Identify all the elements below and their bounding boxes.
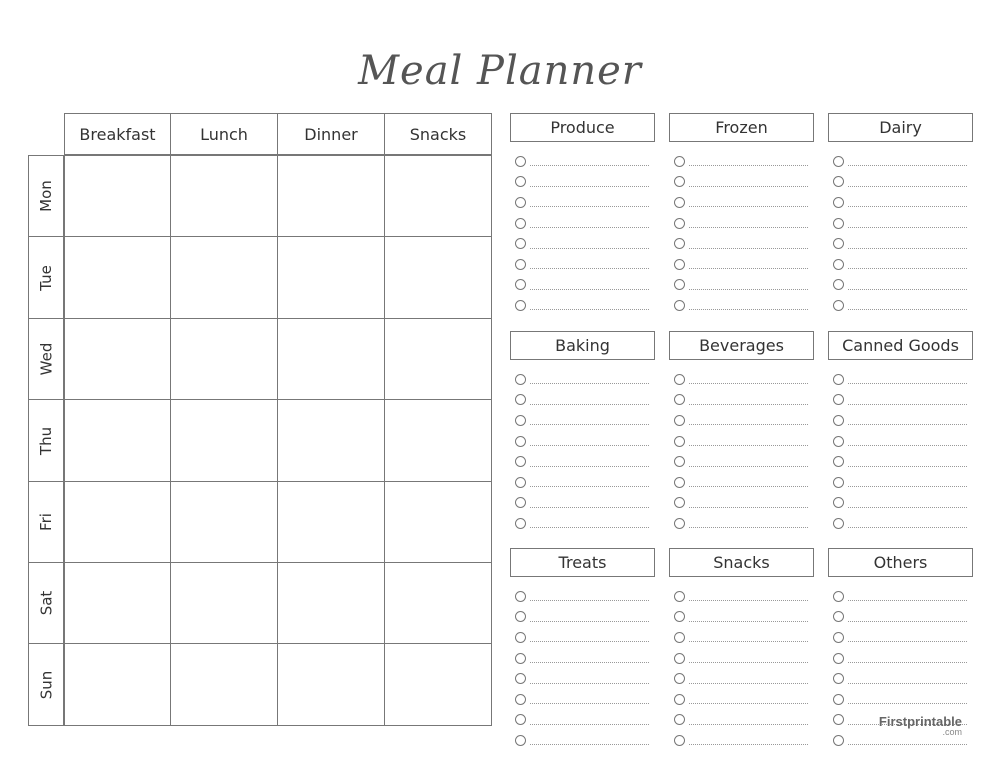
checkbox-circle-icon[interactable] [515, 279, 526, 290]
category-header: Treats [510, 548, 655, 577]
checkbox-circle-icon[interactable] [833, 653, 844, 664]
checkbox-circle-icon[interactable] [833, 456, 844, 467]
checklist-item [828, 233, 973, 254]
checkbox-circle-icon[interactable] [833, 477, 844, 488]
checkbox-circle-icon[interactable] [674, 259, 685, 270]
day-label: Wed [36, 342, 55, 376]
write-in-line[interactable] [848, 259, 967, 269]
checkbox-circle-icon[interactable] [674, 374, 685, 385]
category-header: Snacks [669, 548, 814, 577]
checklist-item [669, 431, 814, 452]
checkbox-circle-icon[interactable] [515, 632, 526, 643]
category-frozen [669, 113, 814, 316]
checkbox-circle-icon[interactable] [674, 694, 685, 705]
checkbox-circle-icon[interactable] [674, 632, 685, 643]
write-in-line[interactable] [848, 218, 967, 228]
checkbox-circle-icon[interactable] [674, 735, 685, 746]
checkbox-circle-icon[interactable] [833, 518, 844, 529]
checkbox-circle-icon[interactable] [674, 436, 685, 447]
checkbox-circle-icon[interactable] [833, 259, 844, 270]
checklist [669, 586, 814, 751]
write-in-line[interactable] [530, 653, 649, 663]
meal-cell[interactable] [64, 155, 171, 237]
day-label-cell [28, 236, 64, 319]
checkbox-circle-icon[interactable] [833, 394, 844, 405]
checklist-item [828, 172, 973, 193]
checklist-item [510, 607, 655, 628]
write-in-line[interactable] [689, 674, 808, 684]
write-in-line[interactable] [689, 374, 808, 384]
category-header: Produce [510, 113, 655, 142]
write-in-line[interactable] [848, 591, 967, 601]
checklist-item [510, 213, 655, 234]
write-in-line[interactable] [530, 715, 649, 725]
checkbox-circle-icon[interactable] [833, 197, 844, 208]
write-in-line[interactable] [689, 197, 808, 207]
checkbox-circle-icon[interactable] [515, 176, 526, 187]
checklist [510, 586, 655, 751]
meal-cell[interactable] [277, 236, 385, 319]
day-label-cell [28, 155, 64, 237]
meal-cell[interactable] [384, 236, 492, 319]
checklist-item [828, 586, 973, 607]
write-in-line[interactable] [530, 197, 649, 207]
checklist-item [828, 390, 973, 411]
checklist-item [828, 689, 973, 710]
write-in-line[interactable] [530, 694, 649, 704]
meal-cell[interactable] [64, 236, 171, 319]
checkbox-circle-icon[interactable] [515, 591, 526, 602]
checklist-item [669, 233, 814, 254]
write-in-line[interactable] [848, 612, 967, 622]
checklist-item [669, 275, 814, 296]
day-label: Thu [37, 426, 55, 455]
checklist-item [828, 451, 973, 472]
checklist-item [510, 627, 655, 648]
meal-cell[interactable] [64, 562, 171, 644]
checkbox-circle-icon[interactable] [515, 673, 526, 684]
meal-cell[interactable] [277, 399, 385, 482]
checklist-item [828, 369, 973, 390]
checkbox-circle-icon[interactable] [674, 477, 685, 488]
write-in-line[interactable] [848, 653, 967, 663]
day-label-cell [28, 399, 64, 482]
write-in-line[interactable] [848, 498, 967, 508]
checkbox-circle-icon[interactable] [515, 156, 526, 167]
write-in-line[interactable] [848, 694, 967, 704]
checkbox-circle-icon[interactable] [674, 714, 685, 725]
checklist-item [669, 648, 814, 669]
checkbox-circle-icon[interactable] [674, 394, 685, 405]
checklist-item [510, 275, 655, 296]
checkbox-circle-icon[interactable] [515, 477, 526, 488]
brand-logo [879, 714, 962, 737]
checkbox-circle-icon[interactable] [833, 238, 844, 249]
checkbox-circle-icon[interactable] [674, 456, 685, 467]
checkbox-circle-icon[interactable] [674, 218, 685, 229]
checklist-item [510, 431, 655, 452]
meal-cell[interactable] [277, 481, 385, 563]
checklist-item [510, 472, 655, 493]
checklist [510, 369, 655, 534]
category-header: Beverages [669, 331, 814, 360]
meal-cell[interactable] [64, 481, 171, 563]
meal-header-2: Dinner [277, 113, 385, 155]
write-in-line[interactable] [530, 218, 649, 228]
checkbox-circle-icon[interactable] [515, 374, 526, 385]
checkbox-circle-icon[interactable] [674, 591, 685, 602]
meal-header-0: Breakfast [64, 113, 171, 155]
checklist-item [510, 295, 655, 316]
checkbox-circle-icon[interactable] [833, 714, 844, 725]
write-in-line[interactable] [530, 498, 649, 508]
checkbox-circle-icon[interactable] [515, 415, 526, 426]
write-in-line[interactable] [689, 280, 808, 290]
checklist-item [510, 586, 655, 607]
write-in-line[interactable] [848, 197, 967, 207]
meal-cell[interactable] [170, 643, 278, 726]
checklist-item [828, 627, 973, 648]
write-in-line[interactable] [689, 218, 808, 228]
write-in-line[interactable] [530, 457, 649, 467]
write-in-line[interactable] [848, 280, 967, 290]
write-in-line[interactable] [530, 632, 649, 642]
meal-cell[interactable] [64, 399, 171, 482]
meal-cell[interactable] [64, 643, 171, 726]
checklist-item [828, 410, 973, 431]
write-in-line[interactable] [689, 694, 808, 704]
checkbox-circle-icon[interactable] [833, 632, 844, 643]
checklist-item [828, 431, 973, 452]
write-in-line[interactable] [530, 436, 649, 446]
checkbox-circle-icon[interactable] [515, 197, 526, 208]
checklist-item [669, 668, 814, 689]
checklist-item [669, 410, 814, 431]
checkbox-circle-icon[interactable] [674, 415, 685, 426]
checkbox-circle-icon[interactable] [674, 197, 685, 208]
category-produce [510, 113, 655, 316]
write-in-line[interactable] [689, 436, 808, 446]
checklist-item [669, 607, 814, 628]
write-in-line[interactable] [530, 280, 649, 290]
checkbox-circle-icon[interactable] [674, 279, 685, 290]
checkbox-circle-icon[interactable] [674, 176, 685, 187]
checklist-item [669, 689, 814, 710]
checklist-item [828, 607, 973, 628]
checklist-item [510, 410, 655, 431]
checklist-item [510, 369, 655, 390]
brand-name: Firstprintable [878, 714, 962, 729]
category-header: Canned Goods [828, 331, 973, 360]
day-label-cell [28, 318, 64, 400]
checklist [828, 369, 973, 534]
checklist-item [669, 254, 814, 275]
write-in-line[interactable] [530, 300, 649, 310]
write-in-line[interactable] [848, 674, 967, 684]
checkbox-circle-icon[interactable] [833, 374, 844, 385]
day-label: Tue [37, 264, 55, 291]
write-in-line[interactable] [530, 259, 649, 269]
write-in-line[interactable] [530, 612, 649, 622]
checkbox-circle-icon[interactable] [515, 394, 526, 405]
checklist-item [510, 668, 655, 689]
category-snacks [669, 548, 814, 751]
checkbox-circle-icon[interactable] [515, 735, 526, 746]
checklist-item [510, 648, 655, 669]
checklist-item [510, 689, 655, 710]
meal-cell[interactable] [64, 318, 171, 400]
day-label: Sun [36, 670, 55, 699]
write-in-line[interactable] [689, 477, 808, 487]
checklist [828, 151, 973, 316]
write-in-line[interactable] [689, 632, 808, 642]
page-title: Meal Planner [358, 48, 642, 94]
checklist-item [828, 192, 973, 213]
write-in-line[interactable] [689, 156, 808, 166]
write-in-line[interactable] [530, 239, 649, 249]
meal-cell[interactable] [277, 318, 385, 400]
write-in-line[interactable] [530, 735, 649, 745]
checklist-item [669, 627, 814, 648]
meal-cell[interactable] [170, 562, 278, 644]
day-label-cell [28, 643, 64, 726]
checklist-item [828, 213, 973, 234]
checklist-item [510, 451, 655, 472]
category-canned-goods [828, 331, 973, 534]
checkbox-circle-icon[interactable] [674, 611, 685, 622]
checklist-item [669, 710, 814, 731]
checkbox-circle-icon[interactable] [515, 238, 526, 249]
write-in-line[interactable] [530, 415, 649, 425]
meal-cell[interactable] [170, 155, 278, 237]
checklist-item [669, 390, 814, 411]
checklist-item [669, 192, 814, 213]
checklist-item [669, 513, 814, 534]
checklist-item [510, 233, 655, 254]
checklist-item [669, 172, 814, 193]
checklist-item [510, 710, 655, 731]
checklist-item [510, 390, 655, 411]
checkbox-circle-icon[interactable] [515, 436, 526, 447]
checklist-item [669, 151, 814, 172]
write-in-line[interactable] [848, 477, 967, 487]
checkbox-circle-icon[interactable] [833, 497, 844, 508]
meal-cell[interactable] [384, 155, 492, 237]
checkbox-circle-icon[interactable] [833, 279, 844, 290]
write-in-line[interactable] [530, 518, 649, 528]
meal-header-1: Lunch [170, 113, 278, 155]
checkbox-circle-icon[interactable] [515, 694, 526, 705]
checklist-item [828, 275, 973, 296]
checkbox-circle-icon[interactable] [833, 176, 844, 187]
write-in-line[interactable] [848, 374, 967, 384]
meal-cell[interactable] [170, 236, 278, 319]
checkbox-circle-icon[interactable] [833, 591, 844, 602]
meal-header-3: Snacks [384, 113, 492, 155]
checklist-item [510, 192, 655, 213]
write-in-line[interactable] [689, 259, 808, 269]
meal-cell[interactable] [384, 562, 492, 644]
checklist-item [669, 586, 814, 607]
brand-domain: .com [942, 727, 962, 737]
checkbox-circle-icon[interactable] [674, 156, 685, 167]
checklist-item [828, 295, 973, 316]
checklist-item [669, 472, 814, 493]
write-in-line[interactable] [689, 612, 808, 622]
checklist-item [828, 472, 973, 493]
checkbox-circle-icon[interactable] [833, 415, 844, 426]
meal-cell[interactable] [277, 643, 385, 726]
checklist-item [669, 369, 814, 390]
category-header: Others [828, 548, 973, 577]
write-in-line[interactable] [530, 395, 649, 405]
meal-cell[interactable] [384, 399, 492, 482]
write-in-line[interactable] [689, 239, 808, 249]
write-in-line[interactable] [530, 477, 649, 487]
write-in-line[interactable] [848, 177, 967, 187]
category-dairy [828, 113, 973, 316]
meal-cell[interactable] [170, 318, 278, 400]
write-in-line[interactable] [530, 156, 649, 166]
checkbox-circle-icon[interactable] [833, 673, 844, 684]
meal-cell[interactable] [277, 562, 385, 644]
write-in-line[interactable] [848, 632, 967, 642]
write-in-line[interactable] [530, 177, 649, 187]
checklist-item [510, 513, 655, 534]
day-label: Mon [36, 180, 55, 212]
checklist-item [669, 213, 814, 234]
category-baking [510, 331, 655, 534]
day-label-cell [28, 481, 64, 563]
checklist [510, 151, 655, 316]
checklist-item [510, 493, 655, 514]
checklist-item [669, 730, 814, 751]
checklist-item [828, 668, 973, 689]
checkbox-circle-icon[interactable] [515, 497, 526, 508]
checkbox-circle-icon[interactable] [674, 497, 685, 508]
write-in-line[interactable] [689, 300, 808, 310]
write-in-line[interactable] [530, 591, 649, 601]
checklist-item [828, 151, 973, 172]
write-in-line[interactable] [689, 498, 808, 508]
checkbox-circle-icon[interactable] [674, 238, 685, 249]
checkbox-circle-icon[interactable] [674, 300, 685, 311]
write-in-line[interactable] [689, 177, 808, 187]
category-header: Frozen [669, 113, 814, 142]
write-in-line[interactable] [530, 374, 649, 384]
checkbox-circle-icon[interactable] [674, 518, 685, 529]
meal-cell[interactable] [170, 399, 278, 482]
category-beverages [669, 331, 814, 534]
write-in-line[interactable] [848, 457, 967, 467]
write-in-line[interactable] [848, 436, 967, 446]
checklist [669, 151, 814, 316]
checklist [669, 369, 814, 534]
checkbox-circle-icon[interactable] [833, 436, 844, 447]
write-in-line[interactable] [848, 156, 967, 166]
checklist-item [828, 254, 973, 275]
checkbox-circle-icon[interactable] [515, 259, 526, 270]
day-label-cell [28, 562, 64, 644]
day-label: Fri [37, 513, 55, 531]
checkbox-circle-icon[interactable] [515, 300, 526, 311]
checklist-item [510, 172, 655, 193]
write-in-line[interactable] [689, 735, 808, 745]
write-in-line[interactable] [689, 653, 808, 663]
write-in-line[interactable] [848, 300, 967, 310]
write-in-line[interactable] [848, 518, 967, 528]
checklist-item [828, 648, 973, 669]
write-in-line[interactable] [530, 674, 649, 684]
checkbox-circle-icon[interactable] [674, 673, 685, 684]
checkbox-circle-icon[interactable] [515, 653, 526, 664]
write-in-line[interactable] [848, 239, 967, 249]
write-in-line[interactable] [689, 395, 808, 405]
checkbox-circle-icon[interactable] [515, 218, 526, 229]
checkbox-circle-icon[interactable] [833, 300, 844, 311]
checklist-item [828, 513, 973, 534]
checkbox-circle-icon[interactable] [833, 694, 844, 705]
meal-cell[interactable] [277, 155, 385, 237]
checkbox-circle-icon[interactable] [833, 735, 844, 746]
meal-cell[interactable] [384, 318, 492, 400]
meal-cell[interactable] [384, 481, 492, 563]
write-in-line[interactable] [689, 715, 808, 725]
checklist-item [669, 295, 814, 316]
checklist-item [510, 730, 655, 751]
category-header: Baking [510, 331, 655, 360]
checkbox-circle-icon[interactable] [674, 653, 685, 664]
checklist-item [669, 493, 814, 514]
checkbox-circle-icon[interactable] [515, 518, 526, 529]
checkbox-circle-icon[interactable] [833, 156, 844, 167]
checklist-item [828, 493, 973, 514]
write-in-line[interactable] [689, 457, 808, 467]
checkbox-circle-icon[interactable] [833, 218, 844, 229]
checkbox-circle-icon[interactable] [515, 456, 526, 467]
category-treats [510, 548, 655, 751]
checkbox-circle-icon[interactable] [833, 611, 844, 622]
checklist-item [669, 451, 814, 472]
write-in-line[interactable] [689, 518, 808, 528]
category-header: Dairy [828, 113, 973, 142]
checkbox-circle-icon[interactable] [515, 611, 526, 622]
checkbox-circle-icon[interactable] [515, 714, 526, 725]
checklist-item [510, 151, 655, 172]
write-in-line[interactable] [689, 591, 808, 601]
checklist-item [510, 254, 655, 275]
write-in-line[interactable] [689, 415, 808, 425]
meal-cell[interactable] [384, 643, 492, 726]
day-label: Sat [36, 590, 55, 616]
meal-cell[interactable] [170, 481, 278, 563]
write-in-line[interactable] [848, 415, 967, 425]
write-in-line[interactable] [848, 395, 967, 405]
